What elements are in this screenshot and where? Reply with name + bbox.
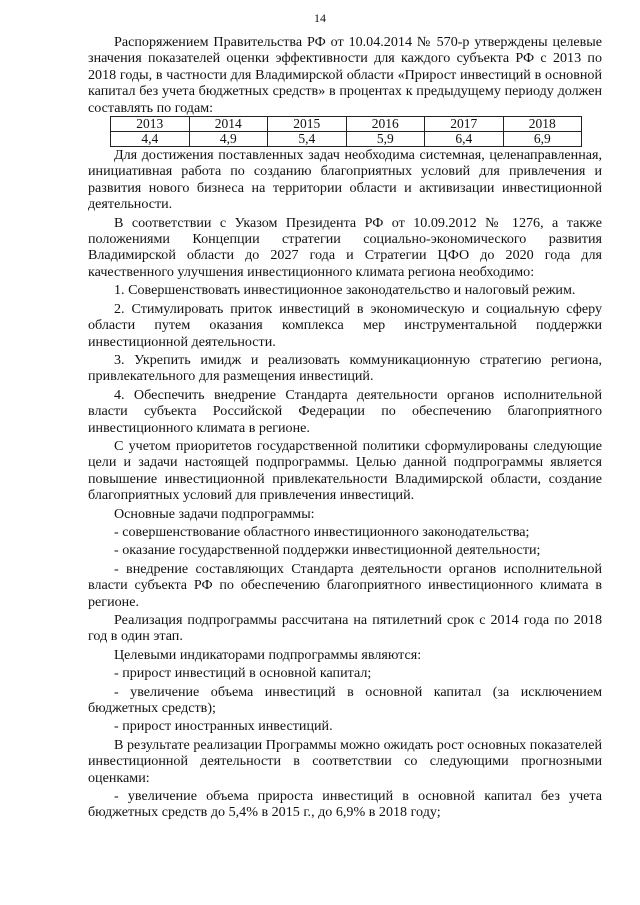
list-item: - прирост инвестиций в основной капитал; [114, 665, 372, 682]
table-cell-year: 2016 [346, 117, 425, 132]
list-item: 2. Стимулировать приток инвестиций в экономическую и социальную сферу области путем оказания комплекса мер инструментальной поддержки инвестиционной деятельности. [88, 300, 602, 350]
table-row-years [111, 117, 582, 132]
list-item: 1. Совершенствовать инвестиционное законодательство и налоговый режим. [114, 282, 576, 299]
paragraph: В результате реализации Программы можно ожидать рост основных показателей инвестиционной деятельности в соответствии со следующими прогнозными оценками: [88, 736, 602, 786]
table-cell-year: 2017 [425, 117, 504, 132]
paragraph: Для достижения поставленных задач необходима системная, целенаправленная, инициативная работа по созданию благоприятных условий для привлечения и развития нового бизнеса на территории области и активизации инвестиционной деятельности. [88, 147, 602, 213]
list-item: 4. Обеспечить внедрение Стандарта деятельности органов исполнительной власти субъекта Российской Федерации по обеспечению благоприятного инвестиционного климата в регионе. [88, 386, 602, 436]
paragraph: С учетом приоритетов государственной политики сформулированы следующие цели и задачи настоящей подпрограммы. Целью данной подпрограммы является повышение инвестиционной привлекательности Владимирской области, создание благоприятных условий для привлечения инвестиций. [88, 437, 602, 504]
table-cell-value: 5,4 [268, 132, 347, 147]
list-item: - прирост иностранных инвестиций. [114, 718, 333, 735]
list-item: - увеличение объема инвестиций в основной капитал (за исключением бюджетных средств); [88, 683, 602, 717]
list-item: 3. Укрепить имидж и реализовать коммуникационную стратегию региона, привлекательного для размещения инвестиций. [88, 351, 602, 385]
list-item: - совершенствование областного инвестиционного законодательства; [114, 523, 530, 540]
table-cell-value: 6,9 [503, 132, 582, 147]
document-body [88, 34, 602, 821]
table-cell-value: 4,9 [189, 132, 268, 147]
table-cell-value: 5,9 [346, 132, 425, 147]
list-item: - увеличение объема прироста инвестиций в основной капитал без учета бюджетных средств до 5,4% в 2015 г., до 6,9% в 2018 году; [88, 788, 602, 821]
table-cell-value: 6,4 [425, 132, 504, 147]
page-number: 14 [314, 11, 326, 25]
table-cell-year: 2015 [268, 117, 347, 132]
paragraph: Целевыми индикаторами подпрограммы являются: [114, 646, 422, 663]
table-cell-year: 2014 [189, 117, 268, 132]
investment-growth-table [110, 116, 582, 147]
paragraph: Реализация подпрограммы рассчитана на пятилетний срок с 2014 года по 2018 год в один этап. [88, 612, 602, 645]
table-cell-year: 2013 [111, 117, 190, 132]
list-item: - внедрение составляющих Стандарта деятельности органов исполнительной власти субъекта РФ по обеспечению благоприятного инвестиционного климата в регионе. [88, 560, 602, 610]
table-cell-year: 2018 [503, 117, 582, 132]
paragraph: В соответствии с Указом Президента РФ от 10.09.2012 № 1276, а также положениями Концепции стратегии социально-экономического развития Владимирской области до 2027 года и Стратегии ЦФО до 2020 года для качественного улучшения инвестиционного климата региона необходимо: [88, 214, 602, 280]
intro-paragraph: Распоряжением Правительства РФ от 10.04.2014 № 570-р утверждены целевые значения показателей оценки эффективности для каждого субъекта РФ с 2013 по 2018 годы, в частности для Владимирской области «Прирост инвестиций в основной капитал без учета бюджетных средств» в процентах к предыдущему периоду должен составлять по годам: [88, 34, 602, 116]
table-row-values [111, 132, 582, 147]
list-item: - оказание государственной поддержки инвестиционной деятельности; [114, 542, 541, 559]
table-cell-value: 4,4 [111, 132, 190, 147]
paragraph: Основные задачи подпрограммы: [114, 505, 315, 522]
